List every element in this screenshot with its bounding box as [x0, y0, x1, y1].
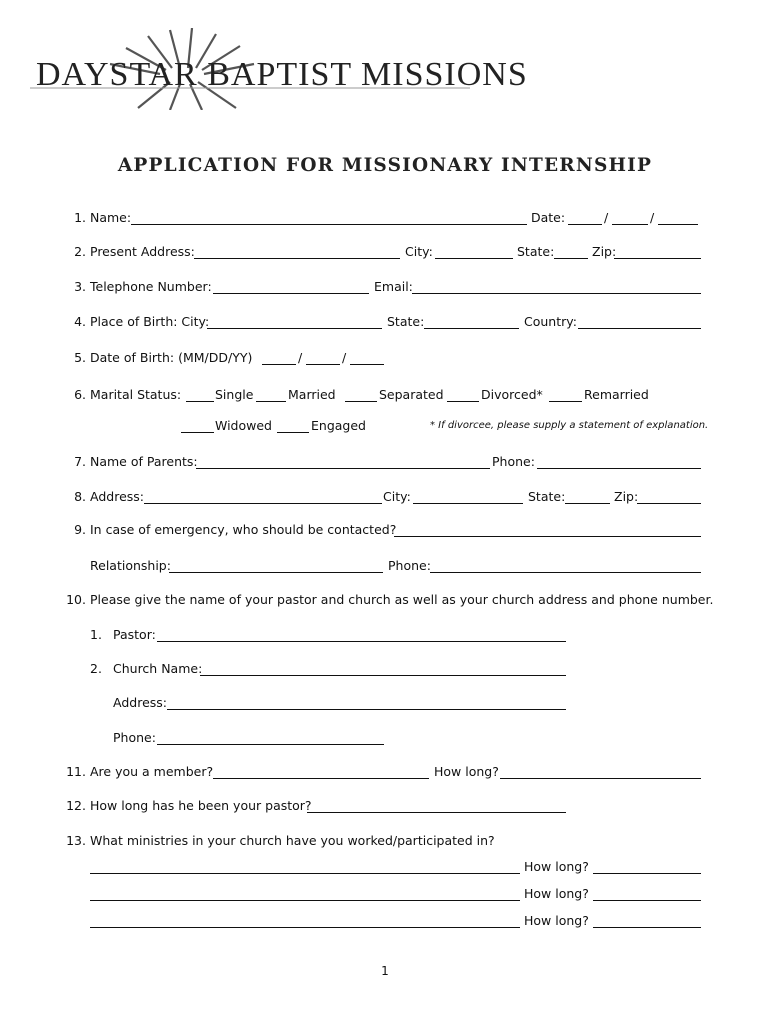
- ministry-how-long-field-3[interactable]: [593, 913, 701, 928]
- address-label: Present Address:: [90, 244, 195, 259]
- single-field[interactable]: [186, 387, 214, 402]
- parents-address-label: Address:: [90, 489, 144, 504]
- ministry-field-1[interactable]: [90, 859, 520, 874]
- member-how-long-label: How long?: [434, 764, 499, 779]
- widowed-field[interactable]: [181, 418, 214, 433]
- page-title: APPLICATION FOR MISSIONARY INTERNSHIP: [117, 155, 653, 176]
- country-field[interactable]: [578, 314, 701, 329]
- pastor-label: Pastor:: [113, 627, 156, 642]
- zip-field[interactable]: [614, 244, 701, 259]
- date-dd-field[interactable]: [612, 210, 648, 225]
- email-field[interactable]: [412, 279, 701, 294]
- marital-status-label: Marital Status:: [90, 387, 182, 402]
- pastor-tenure-label: How long has he been your pastor?: [90, 798, 312, 813]
- parents-state-field[interactable]: [565, 489, 610, 504]
- address-field[interactable]: [194, 244, 400, 259]
- parents-zip-field[interactable]: [637, 489, 701, 504]
- parents-field[interactable]: [196, 454, 490, 469]
- birth-state-field[interactable]: [424, 314, 519, 329]
- state-field[interactable]: [554, 244, 588, 259]
- relationship-field[interactable]: [169, 558, 383, 573]
- name-label: Name:: [90, 210, 132, 225]
- church-address-label: Address:: [113, 695, 167, 710]
- date-label: Date:: [531, 210, 566, 225]
- emergency-field[interactable]: [394, 522, 701, 537]
- parents-label: Name of Parents:: [90, 454, 198, 469]
- birth-state-label: State:: [387, 314, 425, 329]
- member-how-long-field[interactable]: [500, 764, 701, 779]
- church-phone-label: Phone:: [113, 730, 156, 745]
- divorced-field[interactable]: [447, 387, 479, 402]
- dob-dd-field[interactable]: [306, 350, 340, 365]
- church-address-field[interactable]: [167, 695, 566, 710]
- emergency-phone-field[interactable]: [430, 558, 701, 573]
- page-number: 1: [381, 964, 389, 978]
- birth-city-label: Place of Birth: City:: [90, 314, 210, 329]
- dob-label: Date of Birth: (MM/DD/YY): [90, 350, 253, 365]
- divorcee-note: * If divorcee, please supply a statement of explanation.: [430, 420, 709, 431]
- pastor-tenure-field[interactable]: [307, 798, 566, 813]
- telephone-field[interactable]: [213, 279, 369, 294]
- logo: [30, 28, 528, 110]
- ministries-label: What ministries in your church have you worked/participated in?: [90, 833, 495, 848]
- church-phone-field[interactable]: [157, 730, 384, 745]
- member-label: Are you a member?: [90, 764, 214, 779]
- zip-label: Zip:: [592, 244, 617, 259]
- remarried-field[interactable]: [549, 387, 582, 402]
- org-name: DAYSTAR BAPTIST MISSIONS: [36, 56, 528, 93]
- parents-city-field[interactable]: [413, 489, 523, 504]
- church-name-field[interactable]: [200, 661, 566, 676]
- dob-yy-field[interactable]: [350, 350, 384, 365]
- date-yy-field[interactable]: [658, 210, 698, 225]
- emergency-label: In case of emergency, who should be contacted?: [90, 522, 397, 537]
- separated-field[interactable]: [345, 387, 377, 402]
- dob-mm-field[interactable]: [262, 350, 296, 365]
- birth-city-field[interactable]: [207, 314, 382, 329]
- married-field[interactable]: [256, 387, 286, 402]
- member-field[interactable]: [213, 764, 429, 779]
- ministry-how-long-field-2[interactable]: [593, 886, 701, 901]
- telephone-label: Telephone Number:: [90, 279, 212, 294]
- country-label: Country:: [524, 314, 577, 329]
- church-name-label: Church Name:: [113, 661, 203, 676]
- pastor-church-label: Please give the name of your pastor and church as well as your church address and phone number.: [90, 592, 714, 607]
- pastor-field[interactable]: [157, 627, 566, 642]
- parents-phone-field[interactable]: [537, 454, 701, 469]
- parents-address-field[interactable]: [144, 489, 382, 504]
- city-field[interactable]: [435, 244, 513, 259]
- ministry-field-2[interactable]: [90, 886, 520, 901]
- relationship-label: Relationship:: [90, 558, 171, 573]
- ministry-how-long-field-1[interactable]: [593, 859, 701, 874]
- email-label: Email:: [374, 279, 413, 294]
- date-mm-field[interactable]: [568, 210, 602, 225]
- parents-phone-label: Phone:: [492, 454, 535, 469]
- city-label: City:: [405, 244, 433, 259]
- state-label: State:: [517, 244, 555, 259]
- engaged-field[interactable]: [277, 418, 309, 433]
- ministry-field-3[interactable]: [90, 913, 520, 928]
- name-field[interactable]: [131, 210, 527, 225]
